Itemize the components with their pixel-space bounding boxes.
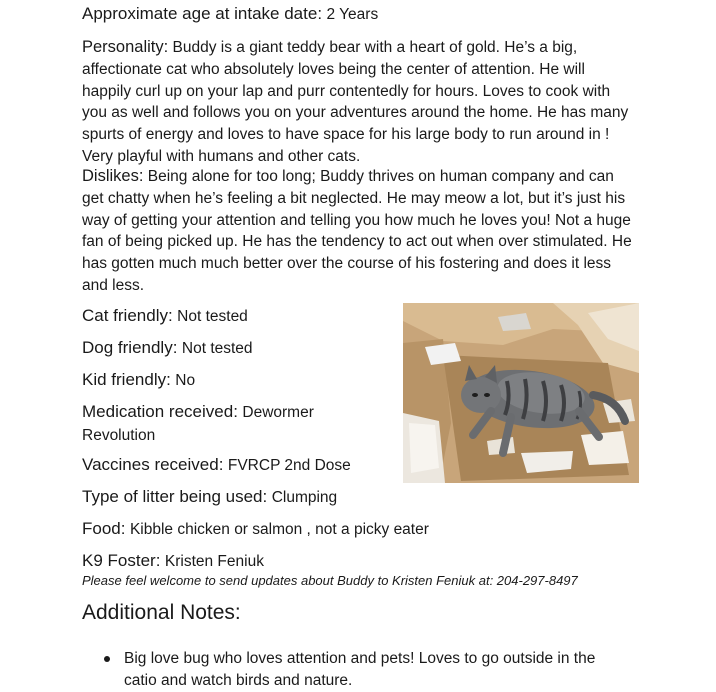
medication-value: Dewormer Revolution: [82, 404, 314, 444]
kid-friendly-label: Kid friendly:: [82, 370, 171, 389]
additional-notes-list: [104, 648, 624, 692]
medication-field: [82, 400, 382, 447]
personality-paragraph: [82, 37, 638, 168]
litter-field: [82, 487, 337, 507]
cat-friendly-value: Not tested: [177, 308, 248, 325]
dog-friendly-value: Not tested: [181, 340, 253, 357]
list-item: [104, 648, 624, 692]
litter-value: Clumping: [271, 489, 338, 506]
cat-photo: [403, 303, 639, 483]
kid-friendly-field: [82, 370, 195, 390]
foster-value: Kristen Feniuk: [164, 553, 264, 570]
medication-label: Medication received:: [82, 402, 238, 421]
cat-friendly-label: Cat friendly:: [82, 306, 173, 325]
foster-field: [82, 551, 264, 571]
food-value: Kibble chicken or salmon , not a picky eater: [129, 521, 429, 538]
age-value: 2 Years: [326, 6, 379, 23]
food-label: Food:: [82, 519, 126, 538]
food-field: [82, 519, 429, 539]
vaccines-label: Vaccines received:: [82, 455, 224, 474]
dislikes-text: Being alone for too long; Buddy thrives on human company and can get chatty when he’s feeling a bit neglected. He may meow a lot, but it’s just his way of getting your attention and telling you how much he loves you! Not a huge fan of being picked up. He has the tendency to act out when over stimulated. He has gotten much much better over the course of his fostering and does it less and less.: [82, 168, 632, 294]
personality-text: Buddy is a giant teddy bear with a heart of gold. He’s a big, affectionate cat who absolutely loves being the center of attention. He will happily curl up on your lap and purr contentedly for hours. Loves to cook with you as well and follows you on your adventures around the home. He has many spurts of energy and loves to have space for his large body to run around in ! Very playful with humans and other cats.: [82, 39, 629, 165]
vaccines-value: FVRCP 2nd Dose: [227, 457, 351, 474]
dislikes-paragraph: [82, 166, 638, 297]
age-label: Approximate age at intake date:: [82, 4, 323, 23]
dog-friendly-label: Dog friendly:: [82, 338, 178, 357]
age-field: [82, 4, 378, 24]
cat-friendly-field: [82, 306, 248, 326]
vaccines-field: [82, 455, 351, 475]
kid-friendly-value: No: [175, 372, 196, 389]
additional-notes-heading: Additional Notes:: [82, 601, 241, 624]
bullet-icon: [104, 656, 110, 662]
note-text: Big love bug who loves attention and pets! Loves to go outside in the catio and watch birds and nature.: [124, 650, 596, 689]
litter-label: Type of litter being used:: [82, 487, 268, 506]
dislikes-label: Dislikes:: [82, 167, 144, 185]
personality-label: Personality:: [82, 38, 169, 56]
foster-label: K9 Foster:: [82, 551, 161, 570]
dog-friendly-field: [82, 338, 253, 358]
updates-note: Please feel welcome to send updates about Buddy to Kristen Feniuk at: 204-297-8497: [82, 573, 578, 588]
